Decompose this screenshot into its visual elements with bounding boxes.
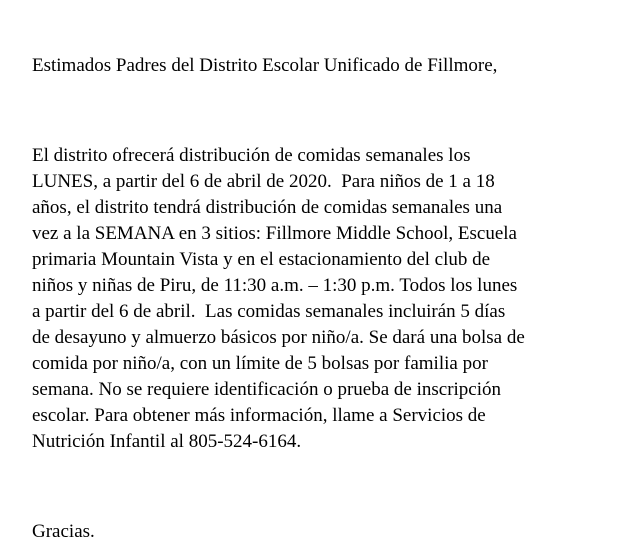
body-line: comida por niño/a, con un límite de 5 bolsas por familia por xyxy=(32,353,488,374)
body-line: LUNES, a partir del 6 de abril de 2020. Para niños de 1 a 18 xyxy=(32,171,495,192)
body-line: de desayuno y almuerzo básicos por niño/a. Se dará una bolsa de xyxy=(32,327,525,348)
letter-text xyxy=(32,53,617,557)
body-line: a partir del 6 de abril. Las comidas semanales incluirán 5 días xyxy=(32,301,506,322)
body-line: primaria Mountain Vista y en el estacionamiento del club de xyxy=(32,249,491,270)
body-line: El distrito ofrecerá distribución de comidas semanales los xyxy=(32,145,471,166)
body-line: semana. No se requiere identificación o prueba de inscripción xyxy=(32,379,502,400)
body-line: Nutrición Infantil al 805-524-6164. xyxy=(32,431,302,452)
letter-body xyxy=(32,91,617,507)
body-line: escolar. Para obtener más información, llame a Servicios de xyxy=(32,405,486,426)
body-line: niños y niñas de Piru, de 11:30 a.m. – 1:30 p.m. Todos los lunes xyxy=(32,275,518,296)
letter-closing: Gracias. xyxy=(32,521,95,542)
letter-greeting: Estimados Padres del Distrito Escolar Unificado de Fillmore, xyxy=(32,55,498,76)
body-line: vez a la SEMANA en 3 sitios: Fillmore Middle School, Escuela xyxy=(32,223,517,244)
body-line: años, el distrito tendrá distribución de comidas semanales una xyxy=(32,197,503,218)
